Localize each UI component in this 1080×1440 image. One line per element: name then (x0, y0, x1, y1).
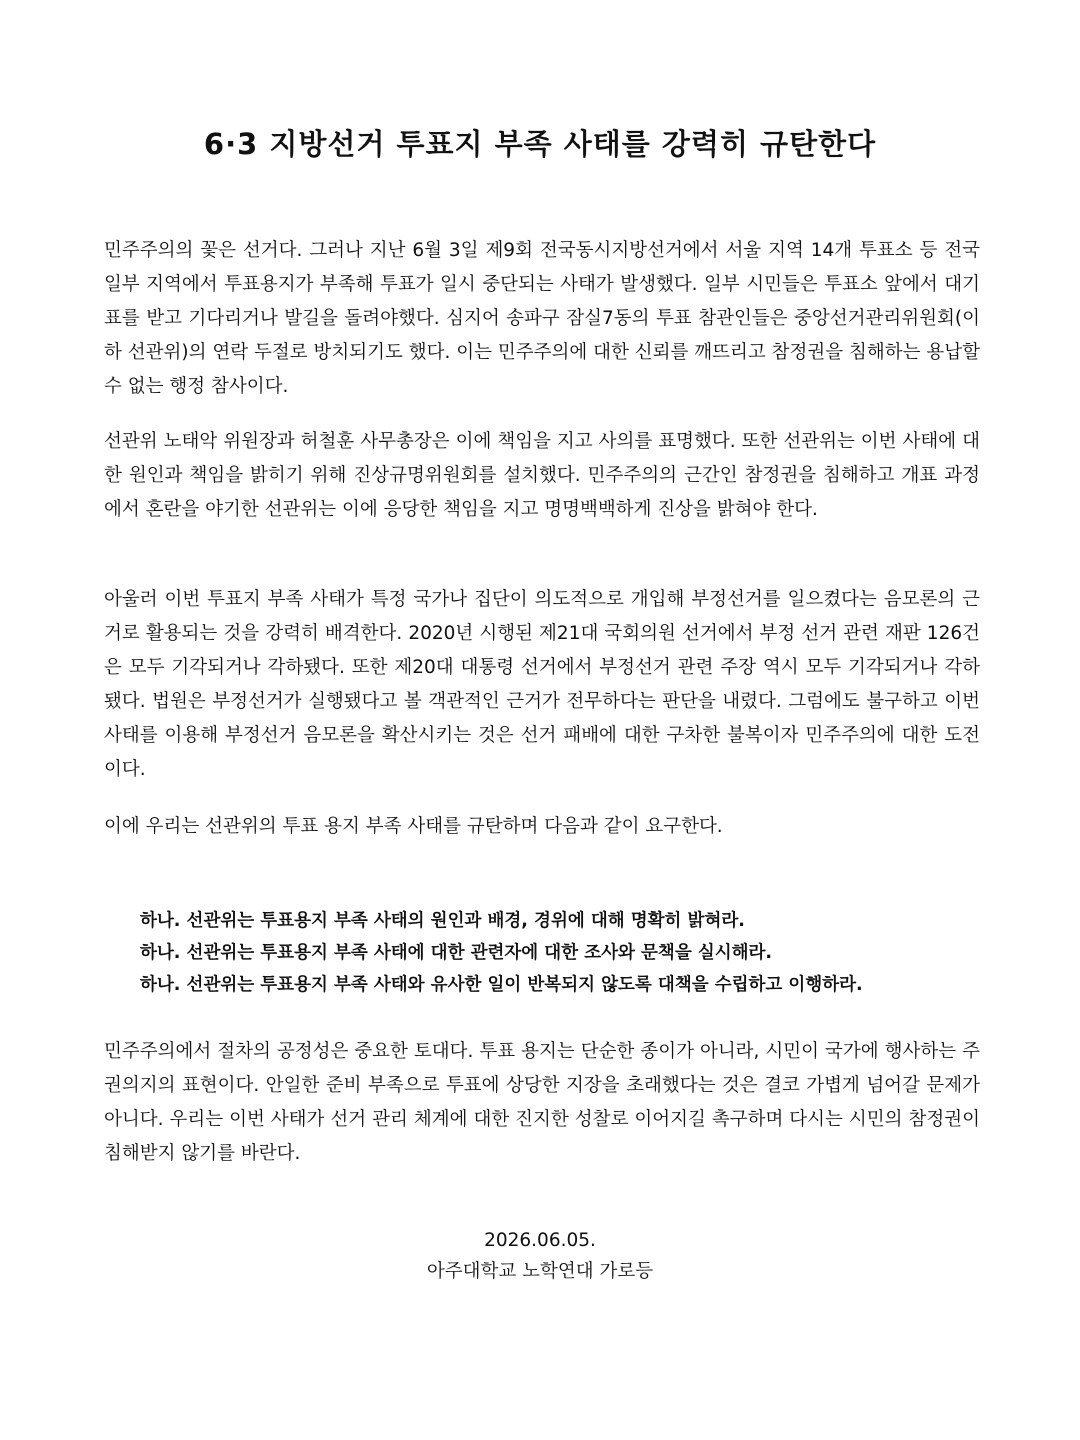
paragraph-responsibility: 선관위 노태악 위원장과 허철훈 사무총장은 이에 책임을 지고 사의를 표명했다. 또한 선관위는 이번 사태에 대한 원인과 책임을 밝히기 위해 진상규명위원회를 설치했다. 민주주의의 근간인 참정권을 침해하고 개표 과정에서 혼란을 야기한 선관위는 이에 응당한 책임을 지고 명명백백하게 진상을 밝혀야 한다. (104, 431, 980, 520)
paragraph-demand-intro: 이에 우리는 선관위의 투표 용지 부족 사태를 규탄하며 다음과 같이 요구한다. (104, 816, 723, 837)
statement-title: 6·3 지방선거 투표지 부족 사태를 강력히 규탄한다 (203, 127, 877, 161)
demand-item: 하나. 선관위는 투표용지 부족 사태에 대한 관련자에 대한 조사와 문책을 실시해라. (140, 943, 773, 963)
demand-item: 하나. 선관위는 투표용지 부족 사태의 원인과 배경, 경위에 대해 명확히 밝혀라. (140, 911, 745, 931)
statement-signature: 아주대학교 노학연대 가로등 (426, 1261, 654, 1282)
paragraph-intro: 민주주의의 꽃은 선거다. 그러나 지난 6월 3일 제9회 전국동시지방선거에서 서울 지역 14개 투표소 등 전국 일부 지역에서 투표용지가 부족해 투표가 일시 중단되는 사태가 발생했다. 일부 시민들은 투표소 앞에서 대기표를 받고 기다리거나 발길을 돌려야했다. 심지어 송파구 잠실7동의 투표 참관인들은 중앙선거관리위원회(이하 선관위)의 연락 두절로 방치되기도 했다. 이는 민주주의에 대한 신뢰를 깨뜨리고 참정권을 침해하는 용납할 수 없는 행정 참사이다. (104, 240, 980, 397)
paragraph-conspiracy: 아울러 이번 투표지 부족 사태가 특정 국가나 집단이 의도적으로 개입해 부정선거를 일으켰다는 음모론의 근거로 활용되는 것을 강력히 배격한다. 2020년 시행된 제21대 국회의원 선거에서 부정 선거 관련 재판 126건은 모두 기각되거나 각하됐다. 또한 제20대 대통령 선거에서 부정선거 관련 주장 역시 모두 기각되거나 각하됐다. 법원은 부정선거가 실행됐다고 볼 객관적인 근거가 전무하다는 판단을 내렸다. 그럼에도 불구하고 이번 사태를 이용해 부정선거 음모론을 확산시키는 것은 선거 패배에 대한 구차한 불복이자 민주주의에 대한 도전이다. (104, 589, 980, 780)
demand-list (140, 905, 1020, 1001)
statement-date: 2026.06.05. (484, 1230, 596, 1251)
paragraph-closing: 민주주의에서 절차의 공정성은 중요한 토대다. 투표 용지는 단순한 종이가 아니라, 시민이 국가에 행사하는 주권의지의 표현이다. 안일한 준비 부족으로 투표에 상당한 지장을 초래했다는 것은 결코 가볍게 넘어갈 문제가 아니다. 우리는 이번 사태가 선거 관리 체계에 대한 진지한 성찰로 이어지길 촉구하며 다시는 시민의 참정권이 침해받지 않기를 바란다. (104, 1041, 980, 1164)
demand-item: 하나. 선관위는 투표용지 부족 사태와 유사한 일이 반복되지 않도록 대책을 수립하고 이행하라. (140, 975, 863, 995)
